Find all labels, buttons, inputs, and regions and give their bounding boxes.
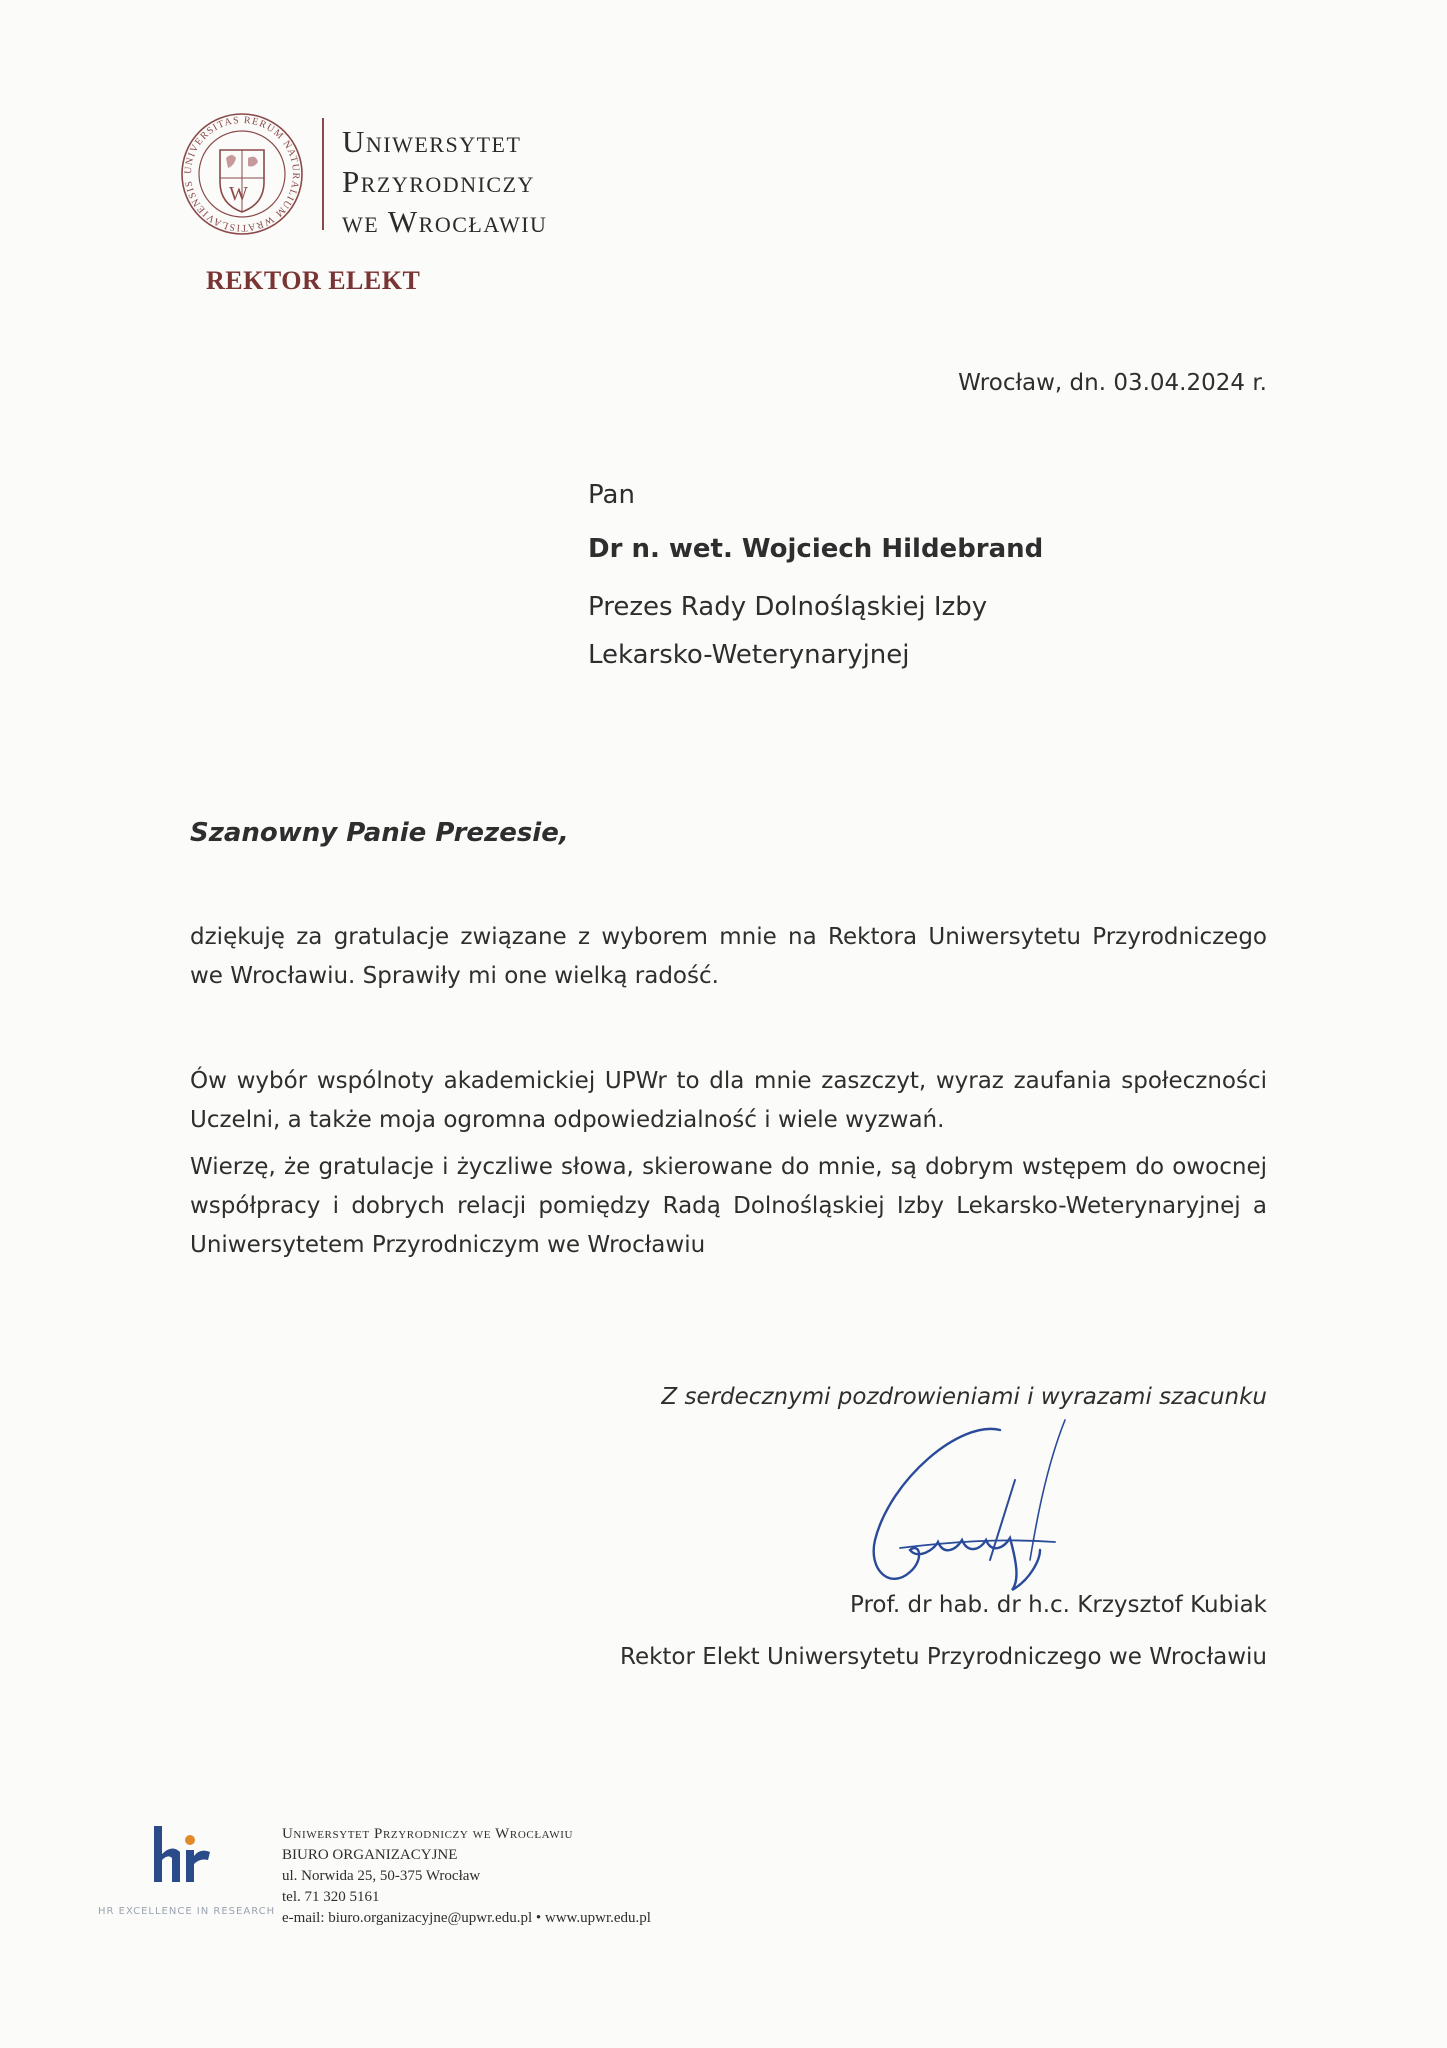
footer-block bbox=[282, 1824, 651, 1929]
office-title: REKTOR ELEKT bbox=[206, 266, 421, 295]
closing-line: Z serdecznymi pozdrowieniami i wyrazami szacunku bbox=[661, 1384, 1267, 1410]
footer-address: ul. Norwida 25, 50-375 Wrocław bbox=[282, 1868, 481, 1884]
university-name bbox=[342, 122, 547, 242]
university-name-line1: Uniwersytet bbox=[342, 124, 522, 159]
addressee-honorific: Pan bbox=[588, 480, 635, 510]
greeting: Szanowny Panie Prezesie, bbox=[190, 818, 569, 848]
university-seal-icon bbox=[180, 112, 304, 236]
addressee-title-line2: Lekarsko-Weterynaryjnej bbox=[588, 640, 910, 670]
university-name-line2: Przyrodniczy bbox=[342, 164, 535, 199]
addressee-name: Dr n. wet. Wojciech Hildebrand bbox=[588, 534, 1044, 564]
footer-contact: e-mail: biuro.organizacyjne@upwr.edu.pl • www.upwr.edu.pl bbox=[282, 1910, 651, 1926]
addressee-title-line1: Prezes Rady Dolnośląskiej Izby bbox=[588, 592, 988, 622]
svg-text:W: W bbox=[229, 183, 248, 205]
body-paragraph-3: Wierzę, że gratulacje i życzliwe słowa, skierowane do mnie, są dobrym wstępem do owocnej współpracy i dobrych relacji pomiędzy Radą Dolnośląskiej Izby Lekarsko-Weterynaryjnej a Uniwersytetem Przyrodniczym we Wrocławiu bbox=[190, 1154, 1267, 1258]
signer-role: Rektor Elekt Uniwersytetu Przyrodniczego we Wrocławiu bbox=[620, 1644, 1267, 1670]
hr-logo-caption: HR EXCELLENCE IN RESEARCH bbox=[98, 1906, 276, 1917]
hr-excellence-logo-icon bbox=[146, 1820, 216, 1890]
footer-university: Uniwersytet Przyrodniczy we Wrocławiu bbox=[282, 1826, 574, 1842]
date-line: Wrocław, dn. 03.04.2024 r. bbox=[958, 370, 1267, 396]
footer-office: BIURO ORGANIZACYJNE bbox=[282, 1847, 458, 1863]
signer-name: Prof. dr hab. dr h.c. Krzysztof Kubiak bbox=[849, 1592, 1267, 1618]
handwritten-signature bbox=[840, 1410, 1120, 1610]
letterhead-divider bbox=[322, 118, 324, 230]
university-name-line3: we Wrocławiu bbox=[342, 204, 548, 239]
footer-phone: tel. 71 320 5161 bbox=[282, 1889, 380, 1905]
body-paragraph-1: dziękuję za gratulacje związane z wyborem mnie na Rektora Uniwersytetu Przyrodniczego we Wrocławiu. Sprawiły mi one wielką radość. bbox=[190, 924, 1267, 989]
svg-text:UNIVERSITAS RERUM NATURALIUM W: UNIVERSITAS RERUM NATURALIUM WRATISLAVIENSIS bbox=[182, 114, 302, 234]
body-paragraph-2: Ów wybór wspólnoty akademickiej UPWr to dla mnie zaszczyt, wyraz zaufania społeczności Uczelni, a także moja ogromna odpowiedzialność i wiele wyzwań. bbox=[190, 1068, 1267, 1133]
